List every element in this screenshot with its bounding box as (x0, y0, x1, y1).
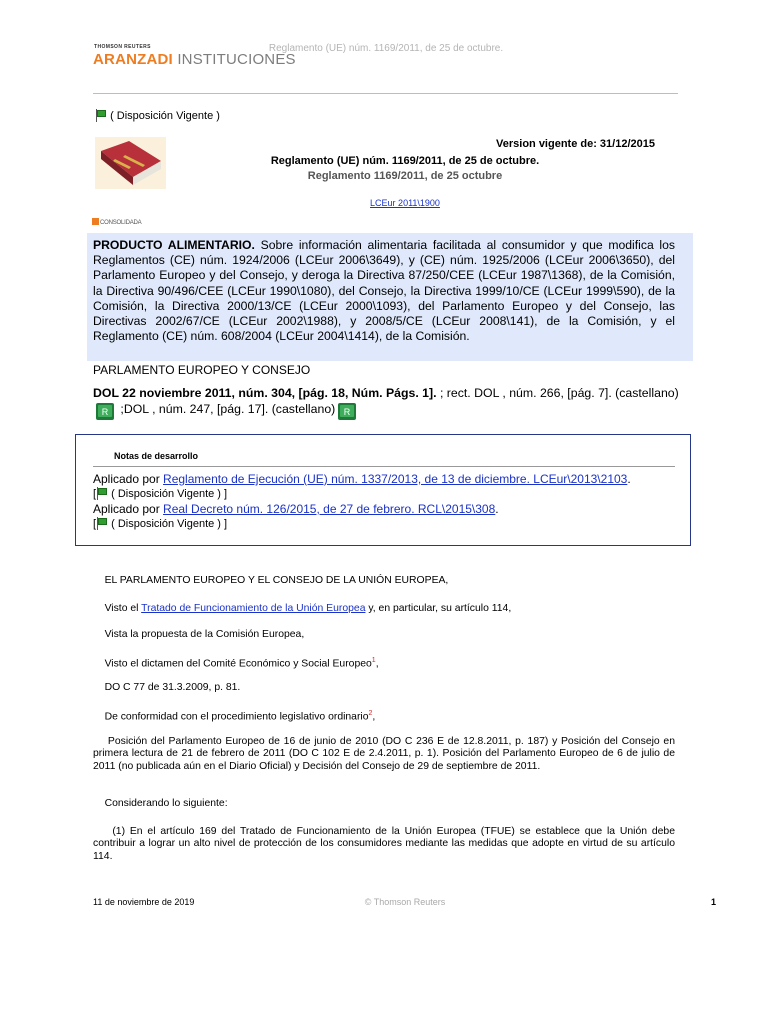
consolidada-badge (92, 218, 141, 226)
summary-lead: PRODUCTO ALIMENTARIO. (93, 238, 255, 252)
vigente-label: ( Disposición Vigente ) (110, 110, 220, 122)
note-item-2 (93, 502, 499, 516)
dol-reference (93, 385, 693, 421)
note-item-1-period: . (627, 472, 631, 486)
paragraph-visto-tratado (93, 603, 675, 615)
r-book-icon[interactable] (337, 401, 357, 421)
paragraph-considerando (93, 798, 675, 810)
doc-ref-text: DO C 77 de 31.3.2009, p. 81. (104, 682, 241, 693)
notes-divider (93, 466, 675, 467)
paragraph-procedimiento (93, 708, 675, 724)
footnote-marker-1[interactable]: 1 (371, 657, 376, 664)
considerando-text: Considerando lo siguiente: (104, 798, 228, 809)
r-book-icon[interactable] (95, 401, 115, 421)
note-item-1-prefix: Aplicado por (93, 472, 164, 486)
paragraph-doc-ref (93, 682, 675, 694)
paragraph-preamble (93, 575, 675, 587)
tratado-link[interactable]: Tratado de Funcionamiento de la Unión Europea (141, 603, 366, 614)
consolidada-icon (92, 218, 99, 225)
brand-thomson-reuters: THOMSON REUTERS (94, 44, 151, 50)
visto-tratado-post: y, en particular, su artículo 114, (365, 603, 512, 614)
paragraph-considerando-1 (93, 826, 675, 863)
note-item-1-status (93, 487, 227, 501)
footnote-marker-2[interactable]: 2 (368, 710, 373, 717)
green-flag-icon (96, 517, 108, 530)
document-subtitle: Reglamento 1169/2011, de 25 octubre (307, 170, 503, 182)
vigente-status (95, 109, 220, 122)
procedimiento-text: De conformidad con el procedimiento legislativo ordinario (104, 711, 369, 723)
note-item-1 (93, 472, 631, 486)
lceur-reference (170, 198, 640, 208)
posicion-text: Posición del Parlamento Europeo de 16 de junio de 2010 (DO C 236 E de 12.8.2011, p. 187) y Posición del Consejo en primera lectura de 21 de febrero de 2011 (DO C 102 E de 2.4.2011, p. 1). Posición del Parlamento Europeo de 6 de julio de 2011 (no publicada aún en el Diario Oficial) y Decisión del Consejo de 29 de septiembre de 2011. (93, 736, 675, 772)
propuesta-text: Vista la propuesta de la Comisión Europea, (104, 629, 305, 640)
consolidada-label: CONSOLIDADA (100, 220, 142, 226)
notes-title: Notas de desarrollo (114, 451, 199, 461)
note-item-1-link[interactable]: Reglamento de Ejecución (UE) núm. 1337/2013, de 13 de diciembre. LCEur\2013\2103 (163, 472, 628, 486)
version-vigente: Version vigente de: 31/12/2015 (496, 138, 655, 150)
bracket-close: ] (220, 488, 228, 500)
procedimiento-comma: , (372, 711, 376, 723)
bracket-close: ] (220, 518, 228, 530)
note-item-2-link[interactable]: Real Decreto núm. 126/2015, de 27 de febrero. RCL\2015\308 (163, 502, 496, 516)
dictamen-comma: , (375, 658, 379, 670)
summary-body: Sobre información alimentaria facilitada al consumidor y que modifica los Reglamentos (CE) núm. 1924/2006 (LCEur 2006\3649), y (CE) núm. 1925/2006 (LCEur 2006\3650), del Parlamento Europeo y del Consejo, y deroga la Directiva 87/250/CEE (LCEur 1987\1368), de la Comisión, la Directiva 90/496/CEE (LCEur 1990\1080), del Consejo, la Directiva 1999/10/CE (LCEur 1999\590), de la Comisión, la Directiva 2000/13/CE (LCEur 2000\1093), del Parlamento Europeo y del Consejo, las Directivas 2002/67/CE (LCEur 2002\1988), y 2008/5/CE (LCEur 2008\141), de la Comisión, y el Reglamento (CE) núm. 608/2004 (LCEur 2004\1414), de la Comisión. (93, 238, 676, 344)
note-item-2-status (93, 517, 227, 531)
note-item-2-period: . (495, 502, 499, 516)
dol-rect: ; rect. DOL , núm. 266, [pág. 7]. (castellano) (436, 386, 679, 400)
dictamen-text: Visto el dictamen del Comité Económico y Social Europeo (104, 658, 372, 670)
paragraph-propuesta (93, 629, 675, 641)
document-title: Reglamento (UE) núm. 1169/2011, de 25 de octubre. (270, 155, 540, 167)
bracket-open: [ (93, 518, 97, 530)
dol-main: DOL 22 noviembre 2011, núm. 304, [pág. 18, Núm. Págs. 1]. (93, 386, 437, 400)
header-doc-title: Reglamento (UE) núm. 1169/2011, de 25 de octubre. (268, 43, 504, 54)
issuer: PARLAMENTO EUROPEO Y CONSEJO (93, 363, 311, 377)
green-flag-icon (96, 487, 108, 500)
brand-aranzadi: ARANZADI (93, 51, 173, 68)
note-item-2-prefix: Aplicado por (93, 502, 164, 516)
page-number: 1 (710, 897, 716, 907)
note-item-1-vigente: ( Disposición Vigente ) (108, 488, 221, 500)
r-book-label: R (344, 407, 351, 417)
considerando-1-text: (1) En el artículo 169 del Tratado de Funcionamiento de la Unión Europea (TFUE) se establece que la Unión debe contribuir a lograr un alto nivel de protección de los consumidores mediante las medidas que adopte en virtud de su artículo 114. (93, 826, 675, 862)
r-book-label: R (101, 407, 109, 417)
lceur-link[interactable]: LCEur 2011\1900 (370, 198, 440, 208)
paragraph-posicion (93, 736, 675, 773)
green-flag-icon (95, 109, 107, 122)
note-item-2-vigente: ( Disposición Vigente ) (108, 518, 221, 530)
paragraph-dictamen (93, 655, 675, 671)
summary-text (93, 238, 675, 344)
preamble-text: EL PARLAMENTO EUROPEO Y EL CONSEJO DE LA UNIÓN EUROPEA, (104, 575, 449, 586)
header-divider (93, 93, 678, 94)
brand-instituciones: INSTITUCIONES (177, 51, 296, 68)
brand-logo (93, 52, 296, 68)
footer-date: 11 de noviembre de 2019 (93, 897, 195, 907)
footer-copyright: © Thomson Reuters (364, 897, 446, 907)
law-book-icon (95, 137, 166, 189)
bracket-open: [ (93, 488, 97, 500)
visto-tratado-pre: Visto el (104, 603, 142, 614)
dol-second: ;DOL , núm. 247, [pág. 17]. (castellano) (117, 402, 336, 416)
